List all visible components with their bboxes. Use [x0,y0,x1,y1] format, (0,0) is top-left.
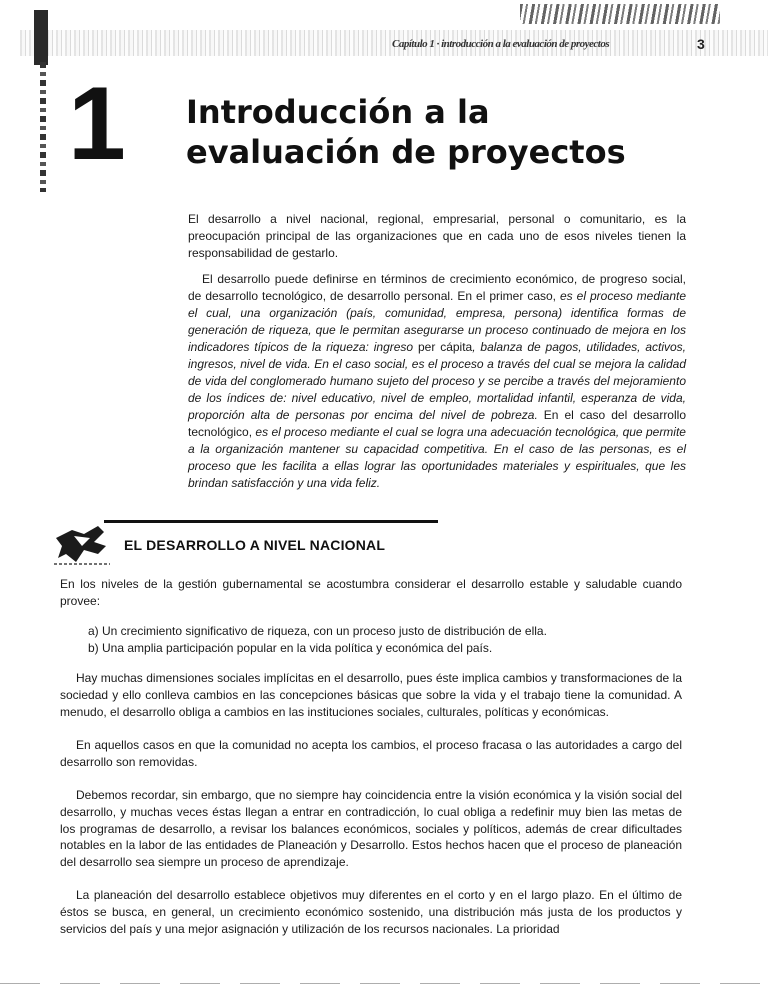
intro-p2-text-2: per cápita [417,340,473,354]
intro-paragraph-1: El desarrollo a nivel nacional, regional, empresarial, personal o comunitario, es la preocupación principal de las organizaciones que en cada uno de esos niveles tienen la responsabilidad de gestarlo. [188,212,686,260]
page-number: 3 [697,36,705,52]
section-rule [104,520,438,523]
left-margin-bar [34,10,48,65]
section-heading: EL DESARROLLO A NIVEL NACIONAL [124,537,386,553]
running-header: Capítulo 1 · introducción a la evaluación de proyectos [392,38,610,50]
list-item: a) Un crecimiento significativo de riqueza, con un proceso justo de distribución de ella. [88,624,547,639]
body-paragraph: En aquellos casos en que la comunidad no acepta los cambios, el proceso fracasa o las autoridades a cargo del desarrollo son removidas. [60,738,682,769]
intro-p2-text-1: El desarrollo puede definirse en términos de crecimiento económico, de progreso social, de desarrollo tecnológico, de desarrollo personal. En el primer caso, [188,272,686,303]
section-lead: En los niveles de la gestión gubernamental se acostumbra considerar el desarrollo estable y saludable cuando provee: [60,577,682,608]
intro-paragraph-2 [188,271,686,492]
bottom-scan-line [0,983,768,984]
left-margin-bar-texture [40,62,46,192]
provision-list [60,623,682,656]
intro-p2-text-3: En el caso del desarrollo tecnológico, [188,408,686,439]
section-marker-icon [54,524,112,568]
list-item: b) Una amplia participación popular en la vida política y económica del país. [88,640,493,655]
scan-header-band [0,0,768,62]
intro-p2-italic-1: es el proceso mediante el cual, una organización (país, comunidad, empresa, persona) identifica formas de generación de riqueza, que le permitan asegurarse un proceso continuado de mejora en los indicadores típicos de la riqueza: ingreso [188,289,687,354]
header-decoration [520,4,720,24]
intro-p2-italic-3: es el proceso mediante el cual se logra una adecuación tecnológica, que permite a la organización mantener su capacidad competitiva. En el caso de las personas, es el proceso que les facilita a ellas lograr las oportunidades materiales y espirituales, que les brindan satisfacción y una vida feliz. [188,425,686,490]
body-paragraph: La planeación del desarrollo establece objetivos muy diferentes en el corto y en el largo plazo. En el último de éstos se busca, en general, un crecimiento económico sostenido, una distribución más justa de los productos y servicios del país y una mejor asignación y utilización de los recursos nacionales. La prioridad [60,888,682,936]
chapter-number: 1 [68,66,126,182]
chapter-intro [188,211,686,492]
intro-p2-italic-2: , balanza de pagos, utilidades, activos, ingresos, nivel de vida. En el caso social, es el proceso a través del cual se mejora la calidad de vida del conglomerado humano sujeto del proceso y se percibe a través del mejoramiento de los índices de: nivel educativo, nivel de empleo, mortalidad infantil, esperanza de vida, proporción alta de personas por encima del nivel de pobreza. [188,340,687,422]
section-body [60,576,682,954]
chapter-title: Introducción a la evaluación de proyectos [186,93,626,171]
body-paragraph: Hay muchas dimensiones sociales implícitas en el desarrollo, pues éste implica cambios y transformaciones de la sociedad y ello conlleva cambios en las concepciones básicas que sobre la vida y el trabajo tiene la comunidad. A menudo, el desarrollo obliga a cambios en las instituciones sociales, culturales, políticas y económicas. [60,671,682,719]
body-paragraph: Debemos recordar, sin embargo, que no siempre hay coincidencia entre la visión económica y la visión social del desarrollo, y muchas veces éstas llegan a entrar en contradicción, lo cual obliga a redefinir muy bien las metas de los programas de desarrollo, a revisar los balances económicos, sociales y políticos, además de crear dificultades notables en la labor de las entidades de Planeación y Desarrollo. Estos hechos hacen que el proceso de planeación del desarrollo sea siempre un proceso de aprendizaje. [60,788,682,869]
